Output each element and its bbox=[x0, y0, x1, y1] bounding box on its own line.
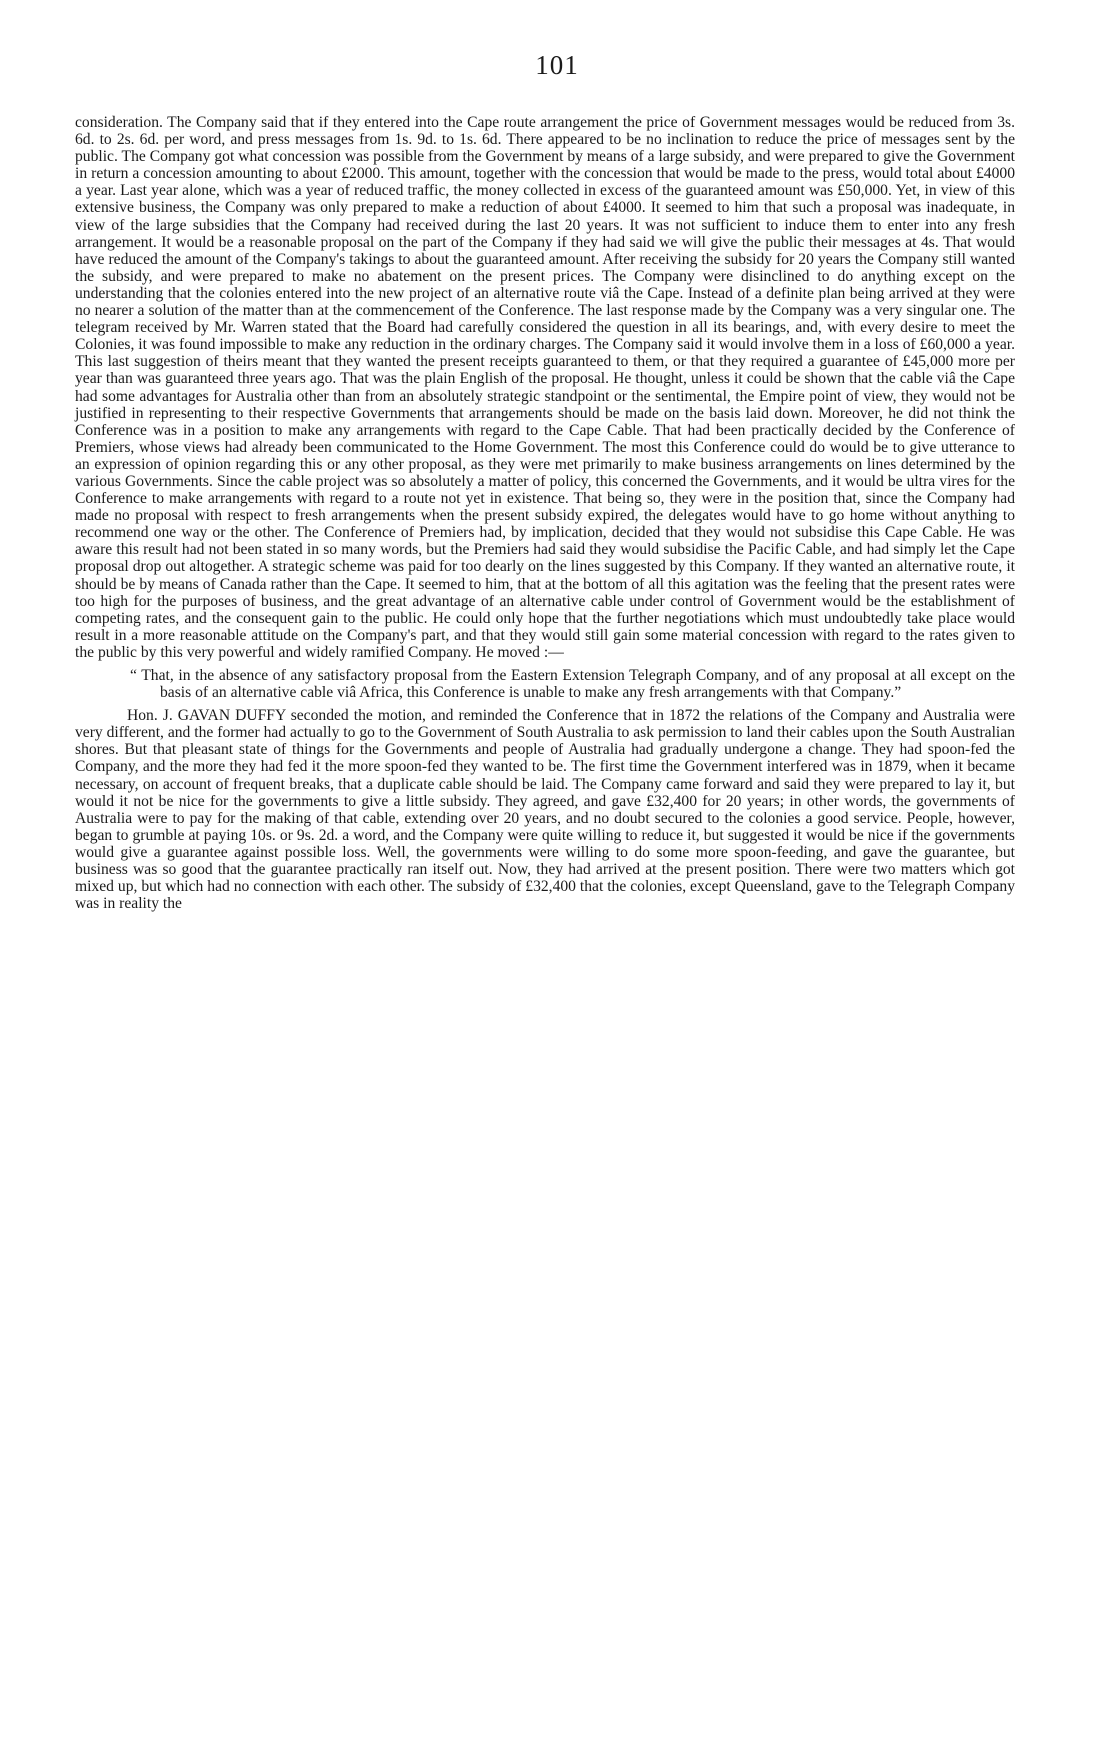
paragraph-gavan-duffy: Hon. J. GAVAN DUFFY seconded the motion, and reminded the Conference that in 1872 the relations of the Company and Australia were very different, and the former had actually to go to the Government of South Australia to ask permission to land their cables upon the South Australian shores. But that pleasant state of things for the Governments and people of Australia had gradually undergone a change. They had spoon-fed the Company, and the more they had fed it the more spoon-fed they wanted to be. The first time the Government interfered was in 1879, when it became necessary, on account of frequent breaks, that a duplicate cable should be laid. The Company came forward and said they were prepared to lay it, but would it not be nice for the governments to give a little subsidy. They agreed, and gave £32,400 for 20 years; in other words, the governments of Australia were to pay for the making of that cable, extending over 20 years, and no doubt secured to the colonies a good service. People, however, began to grumble at paying 10s. or 9s. 2d. a word, and the Company were quite willing to reduce it, but suggested it would be nice if the governments would give a guarantee against possible loss. Well, the governments were willing to do some more spoon-feeding, and gave the guarantee, but business was so good that the guarantee practically ran itself out. Now, they had arrived at the present position. There were two matters which got mixed up, but which had no connection with each other. The subsidy of £32,400 that the colonies, except Queensland, gave to the Telegraph Company was in reality the bbox=[75, 707, 1015, 913]
paragraph-motion-speech: consideration. The Company said that if they entered into the Cape route arrangement the price of Government messages would be reduced from 3s. 6d. to 2s. 6d. per word, and press messages from 1s. 9d. to 1s. 6d. There appeared to be no inclination to reduce the price of messages sent by the public. The Company got what concession was possible from the Government by means of a large subsidy, and were prepared to give the Government in return a concession amounting to about £2000. This amount, together with the concession that would be made to the press, would total about £4000 a year. Last year alone, which was a year of reduced traffic, the money collected in excess of the guaranteed amount was £50,000. Yet, in view of this extensive business, the Company was only prepared to make a reduction of about £4000. It seemed to him that such a proposal was inadequate, in view of the large subsidies that the Company had received during the last 20 years. It was not sufficient to induce them to enter into any fresh arrangement. It would be a reasonable proposal on the part of the Company if they had said we will give the public their messages at 4s. That would have reduced the amount of the Company's takings to about the guaranteed amount. After receiving the subsidy for 20 years the Company still wanted the subsidy, and were prepared to make no abatement on the present prices. The Company were disinclined to do anything except on the understanding that the colonies entered into the new project of an alternative route viâ the Cape. Instead of a definite plan being arrived at they were no nearer a solution of the matter than at the commencement of the Conference. The last response made by the Company was a very singular one. The telegram received by Mr. Warren stated that the Board had carefully considered the question in all its bearings, and, with every desire to meet the Colonies, it was found impossible to make any reduction in the ordinary charges. The Company said it would involve them in a loss of £60,000 a year. This last suggestion of theirs meant that they wanted the present receipts guaranteed to them, or that they required a guarantee of £45,000 more per year than was guaranteed three years ago. That was the plain English of the proposal. He thought, unless it could be shown that the cable viâ the Cape had some advantages for Australia other than from an absolutely strategic standpoint or the sentimental, the Empire point of view, they would not be justified in representing to their respective Governments that arrangements should be made on the basis laid down. Moreover, he did not think the Conference was in a position to make any arrangements with regard to the Cape Cable. That had been practically decided by the Conference of Premiers, whose views had already been communicated to the Home Government. The most this Conference could do would be to give utterance to an expression of opinion regarding this or any other proposal, as they were met primarily to make business arrangements on lines determined by the various Governments. Since the cable project was so absolutely a matter of policy, this concerned the Governments, and it would be ultra vires for the Conference to make arrangements with regard to a route not yet in existence. That being so, they were in the position that, since the Company had made no proposal with respect to fresh arrangements when the present subsidy expired, the delegates would have to go home without anything to recommend one way or the other. The Conference of Premiers had, by implication, decided that they would not subsidise this Cape Cable. He was aware this result had not been stated in so many words, but the Premiers had said they would subsidise the Pacific Cable, and had simply let the Cape proposal drop out altogether. A strategic scheme was paid for too dearly on the lines suggested by this Company. If they wanted an alternative route, it should be by means of Canada rather than the Cape. It seemed to him, that at the bottom of all this agitation was the feeling that the present rates were too high for the purposes of business, and the great advantage of an alternative cable under control of Government would be the establishment of competing rates, and the consequent gain to the public. He could only hope that the further negotiations which must undoubtedly take place would result in a more reasonable attitude on the Company's part, and that they would still gain some material concession with regard to the rates given to the public by this very powerful and widely ramified Company. He moved :— bbox=[75, 114, 1015, 661]
page-number: 101 bbox=[535, 50, 579, 80]
text-column bbox=[75, 114, 1015, 912]
block-quote-motion: “ That, in the absence of any satisfactory proposal from the Eastern Extension Telegraph Company, and of any proposal at all except on the basis of an alternative cable viâ Africa, this Conference is unable to make any fresh arrangements with that Company.” bbox=[130, 667, 1015, 702]
